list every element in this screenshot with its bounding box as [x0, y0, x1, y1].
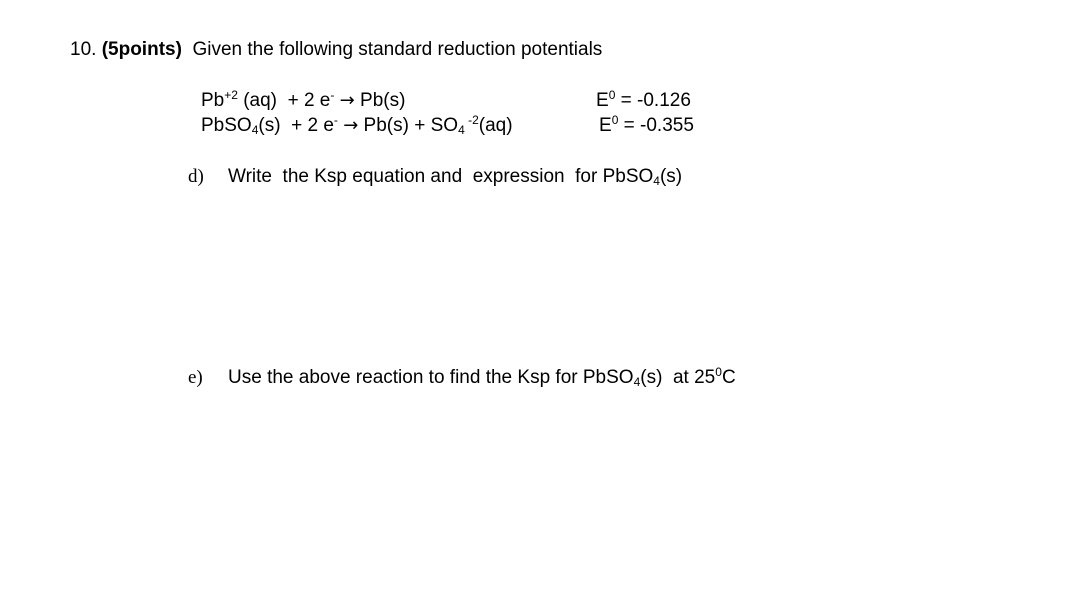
reaction-2-potential [599, 113, 694, 136]
product-subscript: 4 [458, 123, 465, 137]
part-e-letter: e) [188, 367, 203, 388]
part-d-text-end: (s) [659, 166, 683, 187]
product: Pb(s) + SO [358, 115, 459, 136]
potential-label: E [596, 90, 609, 111]
part-d-subscript: 4 [653, 174, 660, 188]
product: Pb(s) [354, 90, 406, 111]
product-charge: -2 [464, 113, 479, 127]
electron-charge: - [333, 113, 338, 127]
potential-superscript: 0 [611, 113, 619, 127]
question-prompt: Given the following standard reduction potentials [192, 39, 603, 60]
question-points: (5points) [101, 39, 182, 60]
electrons: + 2 e [277, 90, 331, 111]
part-d-text: Write the Ksp equation and expression for PbSO [228, 166, 654, 187]
potential-superscript: 0 [608, 88, 616, 102]
part-e-subscript: 4 [633, 375, 641, 389]
potential-label: E [599, 115, 612, 136]
part-d [188, 167, 682, 186]
reactant-symbol: Pb [201, 90, 225, 111]
reactant-state: (s) [258, 115, 281, 136]
reaction-1-equation [201, 88, 406, 111]
part-d-letter: d) [188, 166, 204, 187]
electrons: + 2 e [280, 115, 334, 136]
part-e [188, 365, 736, 389]
reaction-arrow: → [343, 115, 359, 136]
potential-value: = -0.355 [618, 115, 694, 136]
reaction-2-equation [201, 113, 513, 137]
question-number: 10. [70, 39, 97, 60]
product-state: (aq) [478, 115, 513, 136]
reaction-1-potential [596, 88, 691, 111]
question-header [70, 40, 602, 59]
reactant-charge: +2 [224, 88, 238, 102]
electron-charge: - [330, 88, 335, 102]
reaction-arrow: → [339, 90, 355, 111]
potential-value: = -0.126 [615, 90, 691, 111]
reactant-subscript: 4 [251, 123, 259, 137]
reactant-symbol: PbSO [201, 115, 252, 136]
part-e-text: Use the above reaction to find the Ksp for PbSO [228, 367, 634, 388]
part-e-unit: C [721, 367, 736, 388]
reactant-state: (aq) [237, 90, 278, 111]
part-e-text-mid: (s) at 25 [640, 367, 716, 388]
degree-superscript: 0 [715, 365, 722, 379]
